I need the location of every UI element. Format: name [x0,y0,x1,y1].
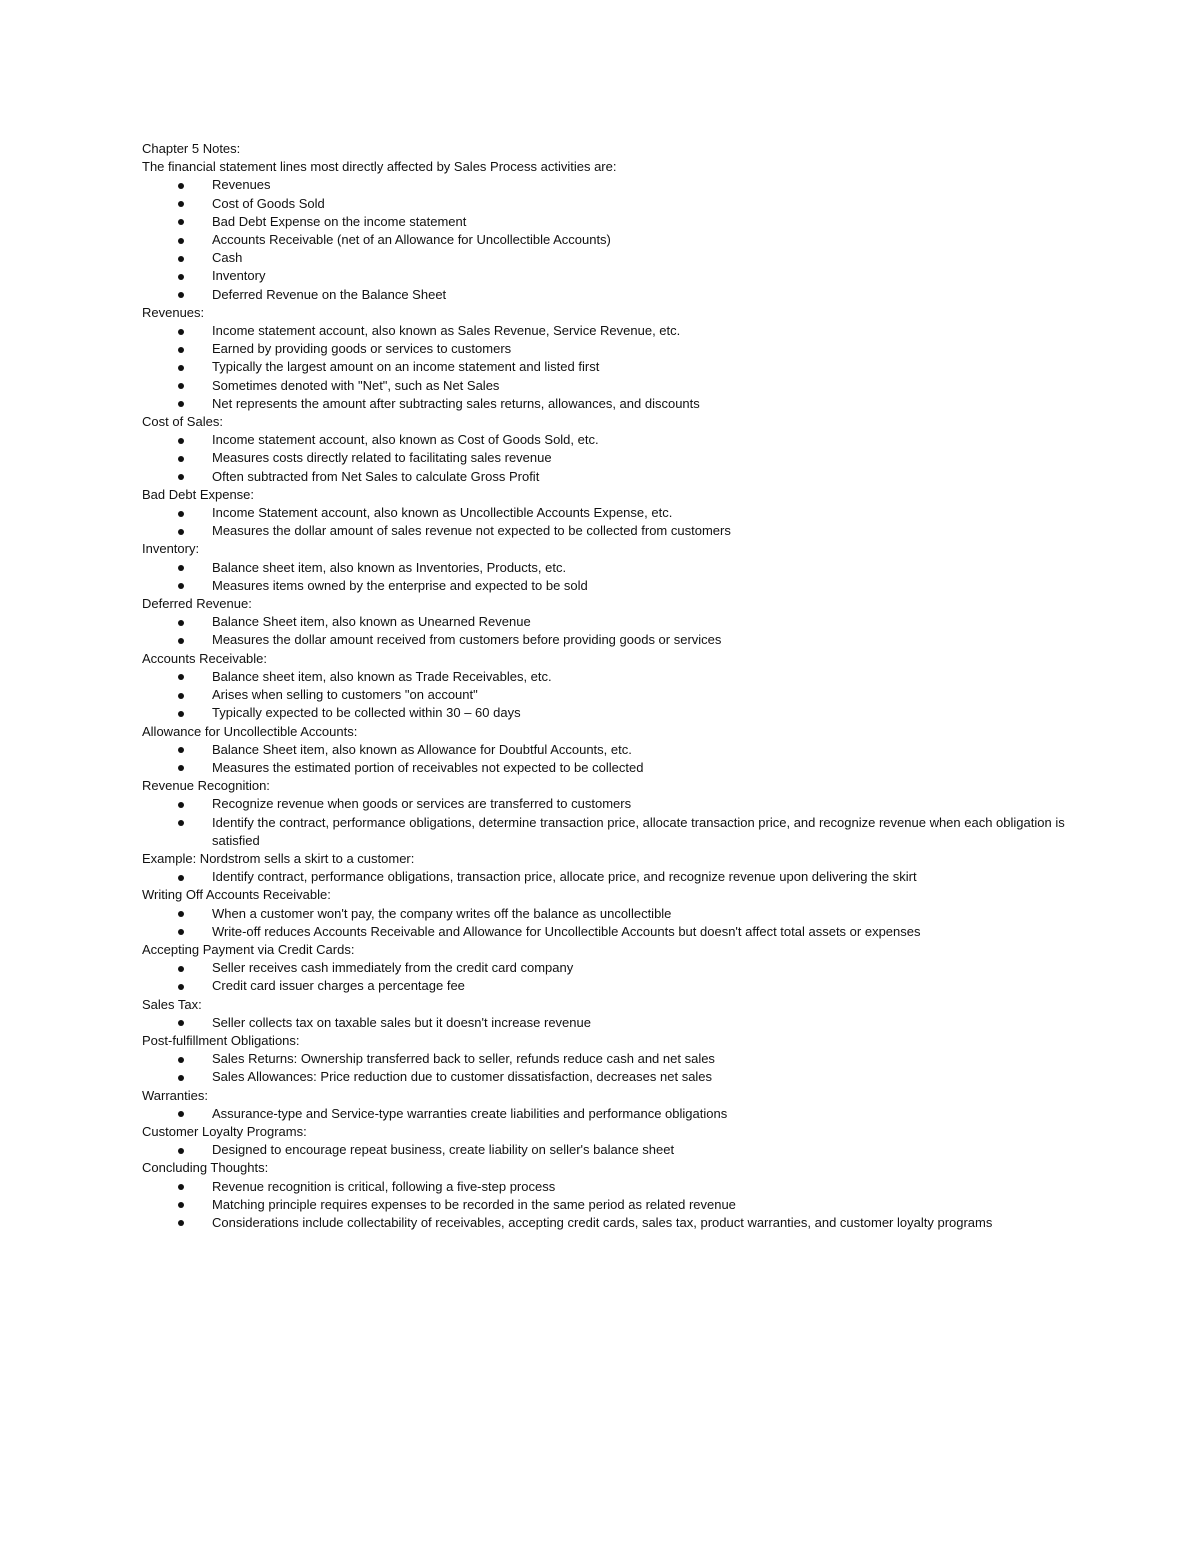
list-item-text: Cash [212,250,243,266]
bullet-icon [178,183,184,189]
bullet-icon [178,820,184,826]
list-item-text: Earned by providing goods or services to customers [212,341,512,357]
bullet-list [142,1050,1072,1086]
section-heading: Revenues: [142,304,205,320]
section-heading: Accounts Receivable: [142,650,268,666]
list-item [142,522,1072,540]
list-item-text: Sales Allowances: Price reduction due to customer dissatisfaction, decreases net sales [212,1069,713,1085]
bullet-icon [178,638,184,644]
bullet-icon [178,984,184,990]
list-item [142,814,1072,850]
section-heading: Cost of Sales: [142,414,223,430]
notes-section [142,413,1072,486]
bullet-icon [178,1220,184,1226]
intro-line: The financial statement lines most directly affected by Sales Process activities are: [142,159,617,175]
list-item [142,977,1072,995]
section-heading: Customer Loyalty Programs: [142,1123,307,1139]
list-item [142,249,1072,267]
bullet-list [142,613,1072,649]
list-item [142,1141,1072,1159]
list-item [142,395,1072,413]
bullet-icon [178,583,184,589]
list-item-text: Identify the contract, performance obligations, determine transaction price, allocate transaction price, and recognize revenue when each obligation is satisfied [212,814,1065,848]
bullet-list [142,504,1072,540]
bullet-icon [178,201,184,207]
list-item-text: Seller collects tax on taxable sales but it doesn't increase revenue [212,1014,591,1030]
bullet-icon [178,1184,184,1190]
list-item [142,741,1072,759]
list-item [142,504,1072,522]
bullet-icon [178,365,184,371]
section-heading: Deferred Revenue: [142,596,252,612]
notes-section [142,1087,1072,1123]
list-item [142,358,1072,376]
notes-section [142,1032,1072,1087]
list-item [142,1178,1072,1196]
bullet-icon [178,383,184,389]
bullet-icon [178,347,184,353]
list-item [142,686,1072,704]
bullet-list [142,795,1072,850]
bullet-icon [178,401,184,407]
notes-section [142,996,1072,1032]
list-item-text: Accounts Receivable (net of an Allowance for Uncollectible Accounts) [212,232,611,248]
list-item [142,613,1072,631]
list-item [142,759,1072,777]
list-item [142,340,1072,358]
list-item [142,431,1072,449]
bullet-list [142,905,1072,941]
bullet-list [142,1014,1072,1032]
bullet-icon [178,929,184,935]
list-item [142,468,1072,486]
bullet-icon [178,1111,184,1117]
bullet-icon [178,802,184,808]
bullet-icon [178,693,184,699]
list-item-text: Income statement account, also known as Cost of Goods Sold, etc. [212,432,599,448]
bullet-icon [178,438,184,444]
notes-section [142,540,1072,595]
bullet-list [142,431,1072,486]
bullet-icon [178,456,184,462]
bullet-icon [178,1020,184,1026]
bullet-icon [178,238,184,244]
list-item [142,322,1072,340]
list-item-text: Revenues [212,177,271,193]
list-item [142,795,1072,813]
list-item-text: Designed to encourage repeat business, create liability on seller's balance sheet [212,1142,675,1158]
list-item-text: Balance Sheet item, also known as Allowance for Doubtful Accounts, etc. [212,741,632,757]
list-item-text: Inventory [212,268,266,284]
bullet-list [142,1141,1072,1159]
bullet-icon [178,911,184,917]
bullet-icon [178,292,184,298]
list-item-text: Measures costs directly related to facilitating sales revenue [212,450,552,466]
notes-section [142,941,1072,996]
section-heading: Concluding Thoughts: [142,1160,269,1176]
list-item-text: Measures the dollar amount of sales revenue not expected to be collected from customers [212,523,731,539]
bullet-icon [178,1057,184,1063]
list-item-text: Matching principle requires expenses to be recorded in the same period as related revenue [212,1196,736,1212]
list-item [142,868,1072,886]
list-item-text: Balance sheet item, also known as Inventories, Products, etc. [212,559,567,575]
notes-section [142,850,1072,886]
list-item [142,668,1072,686]
section-heading: Allowance for Uncollectible Accounts: [142,723,358,739]
list-item-text: Identify contract, performance obligations, transaction price, allocate price, and recognize revenue upon delivering the skirt [212,869,917,885]
notes-section [142,1123,1072,1159]
list-item-text: Seller receives cash immediately from the credit card company [212,960,574,976]
document-title: Chapter 5 Notes: [142,141,241,156]
section-heading: Accepting Payment via Credit Cards: [142,941,355,957]
list-item-text: Revenue recognition is critical, following a five-step process [212,1178,556,1194]
list-item-text: Net represents the amount after subtracting sales returns, allowances, and discounts [212,395,700,411]
bullet-icon [178,875,184,881]
list-item-text: Credit card issuer charges a percentage fee [212,978,465,994]
bullet-list [142,741,1072,777]
list-item [142,1196,1072,1214]
section-heading: Post-fulfillment Obligations: [142,1032,300,1048]
bullet-icon [178,674,184,680]
list-item-text: Considerations include collectability of receivables, accepting credit cards, sales tax, product warranties, and customer loyalty programs [212,1214,993,1230]
notes-section [142,886,1072,941]
notes-section [142,176,1072,303]
list-item [142,1105,1072,1123]
section-heading: Writing Off Accounts Receivable: [142,887,331,903]
bullet-list [142,868,1072,886]
list-item-text: When a customer won't pay, the company writes off the balance as uncollectible [212,905,672,921]
list-item [142,1214,1072,1232]
list-item-text: Sometimes denoted with "Net", such as Net Sales [212,377,500,393]
bullet-icon [178,1075,184,1081]
list-item-text: Cost of Goods Sold [212,195,325,211]
bullet-icon [178,565,184,571]
bullet-list [142,959,1072,995]
list-item-text: Assurance-type and Service-type warranties create liabilities and performance obligations [212,1105,728,1121]
notes-section [142,777,1072,850]
list-item [142,559,1072,577]
bullet-list [142,322,1072,413]
bullet-icon [178,274,184,280]
notes-section [142,723,1072,778]
list-item [142,1050,1072,1068]
bullet-icon [178,966,184,972]
list-item [142,213,1072,231]
list-item [142,1068,1072,1086]
list-item [142,631,1072,649]
list-item-text: Income Statement account, also known as Uncollectible Accounts Expense, etc. [212,505,673,521]
bullet-list [142,559,1072,595]
notes-section [142,304,1072,413]
bullet-icon [178,329,184,335]
bullet-list [142,176,1072,303]
bullet-icon [178,1148,184,1154]
bullet-icon [178,474,184,480]
bullet-list [142,1105,1072,1123]
bullet-icon [178,529,184,535]
list-item [142,1014,1072,1032]
list-item [142,286,1072,304]
section-heading: Revenue Recognition: [142,778,270,794]
list-item [142,959,1072,977]
list-item-text: Income statement account, also known as Sales Revenue, Service Revenue, etc. [212,323,681,339]
bullet-list [142,1178,1072,1233]
list-item-text: Recognize revenue when goods or services are transferred to customers [212,796,632,812]
list-item-text: Balance Sheet item, also known as Unearned Revenue [212,614,531,630]
list-item-text: Balance sheet item, also known as Trade Receivables, etc. [212,668,552,684]
section-heading: Inventory: [142,541,200,557]
list-item-text: Typically the largest amount on an income statement and listed first [212,359,600,375]
list-item-text: Sales Returns: Ownership transferred back to seller, refunds reduce cash and net sales [212,1051,715,1067]
list-item-text: Measures the dollar amount received from customers before providing goods or services [212,632,722,648]
section-heading: Warranties: [142,1087,208,1103]
list-item-text: Write-off reduces Accounts Receivable and Allowance for Uncollectible Accounts but doesn't affect total assets or expenses [212,923,921,939]
list-item-text: Often subtracted from Net Sales to calculate Gross Profit [212,468,540,484]
list-item [142,905,1072,923]
bullet-icon [178,765,184,771]
list-item-text: Measures items owned by the enterprise and expected to be sold [212,577,588,593]
bullet-icon [178,620,184,626]
section-heading: Bad Debt Expense: [142,486,255,502]
list-item-text: Typically expected to be collected within 30 – 60 days [212,705,521,721]
bullet-icon [178,511,184,517]
list-item-text: Bad Debt Expense on the income statement [212,213,467,229]
list-item [142,377,1072,395]
list-item-text: Deferred Revenue on the Balance Sheet [212,286,447,302]
bullet-icon [178,1202,184,1208]
list-item-text: Arises when selling to customers "on account" [212,687,478,703]
list-item [142,195,1072,213]
bullet-icon [178,256,184,262]
list-item [142,176,1072,194]
document-page [142,140,1072,1232]
list-item [142,231,1072,249]
bullet-list [142,668,1072,723]
list-item-text: Measures the estimated portion of receivables not expected to be collected [212,759,644,775]
bullet-icon [178,747,184,753]
list-item [142,577,1072,595]
list-item [142,704,1072,722]
list-item [142,267,1072,285]
bullet-icon [178,711,184,717]
notes-section [142,595,1072,650]
list-item [142,923,1072,941]
notes-section [142,486,1072,541]
bullet-icon [178,219,184,225]
list-item [142,449,1072,467]
notes-section [142,650,1072,723]
notes-section [142,1159,1072,1232]
section-heading: Sales Tax: [142,996,202,1012]
section-heading: Example: Nordstrom sells a skirt to a customer: [142,850,415,866]
